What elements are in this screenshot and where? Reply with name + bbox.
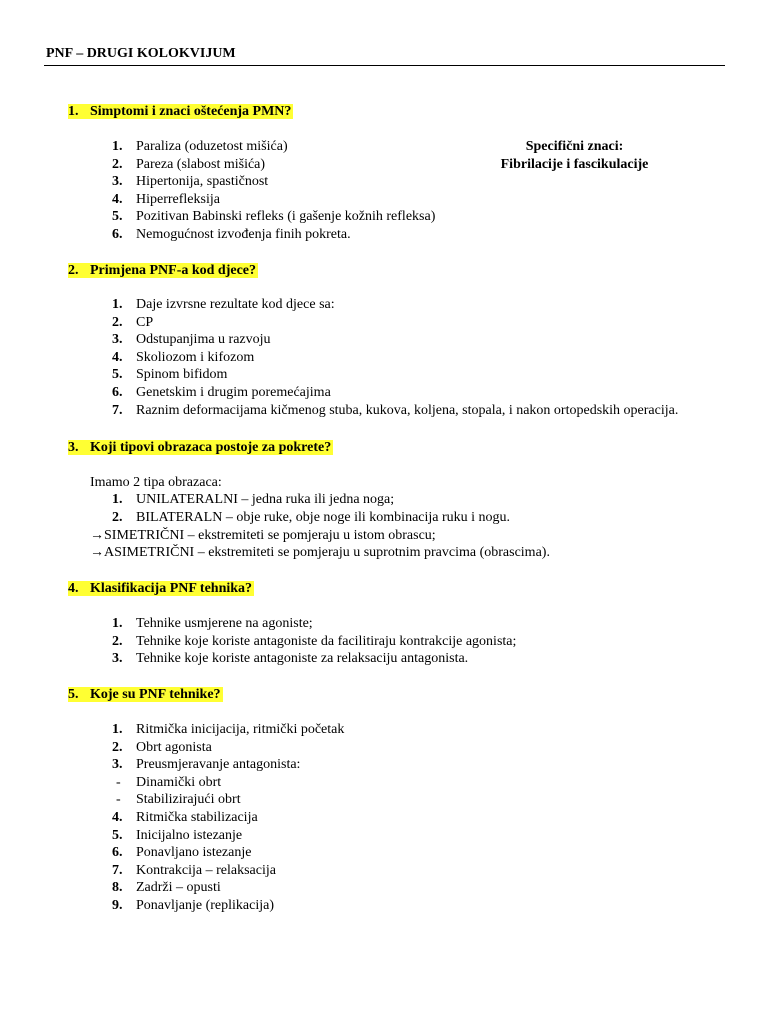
- question-text: Klasifikacija PNF tehnika?: [90, 581, 253, 596]
- specific-signs-text: Fibrilacije i fascikulacije: [500, 156, 649, 172]
- list-item: 3. Hipertonija, spastičnost: [112, 174, 269, 190]
- asymmetric-note: →ASIMETRIČNI – ekstremiteti se pomjeraju u suprotnim pravcima (obrascima).: [90, 545, 550, 560]
- question-4: [68, 580, 254, 598]
- document-title: PNF – DRUGI KOLOKVIJUM: [46, 46, 236, 61]
- list-item: 6. Nemogućnost izvođenja finih pokreta.: [112, 226, 351, 242]
- answer-list-1: [112, 138, 435, 244]
- list-item: 5. Pozitivan Babinski refleks (i gašenje kožnih refleksa): [112, 209, 436, 225]
- list-item: 1. UNILATERALNI – jedna ruka ili jedna noga;: [112, 492, 395, 507]
- answer-list-4: [112, 615, 516, 668]
- list-item: 2. BILATERALN – obje ruke, obje noge ili kombinacija ruku i nogu.: [112, 509, 511, 525]
- question-highlight: [68, 263, 258, 278]
- question-number: 5.: [68, 687, 79, 702]
- list-item: 2. Obrt agonista: [112, 739, 212, 755]
- list-item: 4. Skoliozom i kifozom: [112, 349, 255, 365]
- question-5: [68, 686, 223, 704]
- question-highlight: [68, 581, 254, 596]
- patterns-intro: Imamo 2 tipa obrazaca:: [90, 475, 222, 490]
- answer-list-5: [112, 721, 344, 915]
- title-divider: [44, 65, 725, 66]
- list-item: 9. Ponavljanje (replikacija): [112, 897, 274, 913]
- list-item: 6. Genetskim i drugim poremećajima: [112, 384, 331, 400]
- list-item: 2. CP: [112, 314, 154, 330]
- list-item: 7. Kontrakcija – relaksacija: [112, 862, 276, 878]
- specific-signs-note: [492, 138, 657, 173]
- list-item: 4. Ritmička stabilizacija: [112, 809, 258, 825]
- sub-list-item: - Dinamički obrt: [116, 774, 222, 790]
- question-text: Primjena PNF-a kod djece?: [90, 263, 257, 278]
- list-item: 7. Raznim deformacijama kičmenog stuba, kukova, koljena, stopala, i nakon ortopedskih operacija.: [112, 402, 679, 418]
- list-item: 1. Daje izvrsne rezultate kod djece sa:: [112, 297, 335, 312]
- answer-list-3: [112, 491, 510, 526]
- question-number: 4.: [68, 581, 79, 596]
- question-highlight: [68, 687, 223, 702]
- list-item: 3. Preusmjeravanje antagonista:: [112, 757, 301, 773]
- list-item: 1. Paraliza (oduzetost mišića): [112, 139, 288, 154]
- question-highlight: [68, 104, 293, 119]
- question-text: Simptomi i znaci oštećenja PMN?: [90, 104, 292, 119]
- question-number: 2.: [68, 263, 79, 278]
- list-item: 2. Pareza (slabost mišića): [112, 156, 266, 172]
- symmetric-note: →SIMETRIČNI – ekstremiteti se pomjeraju u istom obrascu;: [90, 528, 436, 543]
- list-item: 2. Tehnike koje koriste antagoniste da facilitiraju kontrakcije agonista;: [112, 633, 517, 649]
- list-item: 3. Tehnike koje koriste antagoniste za relaksaciju antagonista.: [112, 651, 469, 667]
- question-2: [68, 262, 258, 280]
- sub-list-item: - Stabilizirajući obrt: [116, 792, 241, 808]
- question-number: 3.: [68, 440, 79, 455]
- list-item: 3. Odstupanjima u razvoju: [112, 332, 271, 348]
- list-item: 4. Hiperrefleksija: [112, 191, 220, 207]
- list-item: 8. Zadrži – opusti: [112, 880, 221, 896]
- question-highlight: [68, 440, 333, 455]
- list-item: 6. Ponavljano istezanje: [112, 845, 252, 861]
- question-3: [68, 439, 333, 457]
- answer-list-2: [112, 296, 678, 419]
- list-item: 5. Inicijalno istezanje: [112, 827, 243, 843]
- list-item: 5. Spinom bifidom: [112, 367, 228, 383]
- question-number: 1.: [68, 104, 79, 119]
- list-item: 1. Tehnike usmjerene na agoniste;: [112, 616, 313, 631]
- question-text: Koji tipovi obrazaca postoje za pokrete?: [90, 440, 332, 455]
- question-text: Koje su PNF tehnike?: [90, 687, 221, 702]
- question-1: [68, 103, 293, 121]
- specific-signs-heading: Specifični znaci:: [525, 139, 624, 154]
- list-item: 1. Ritmička inicijacija, ritmički početak: [112, 722, 345, 737]
